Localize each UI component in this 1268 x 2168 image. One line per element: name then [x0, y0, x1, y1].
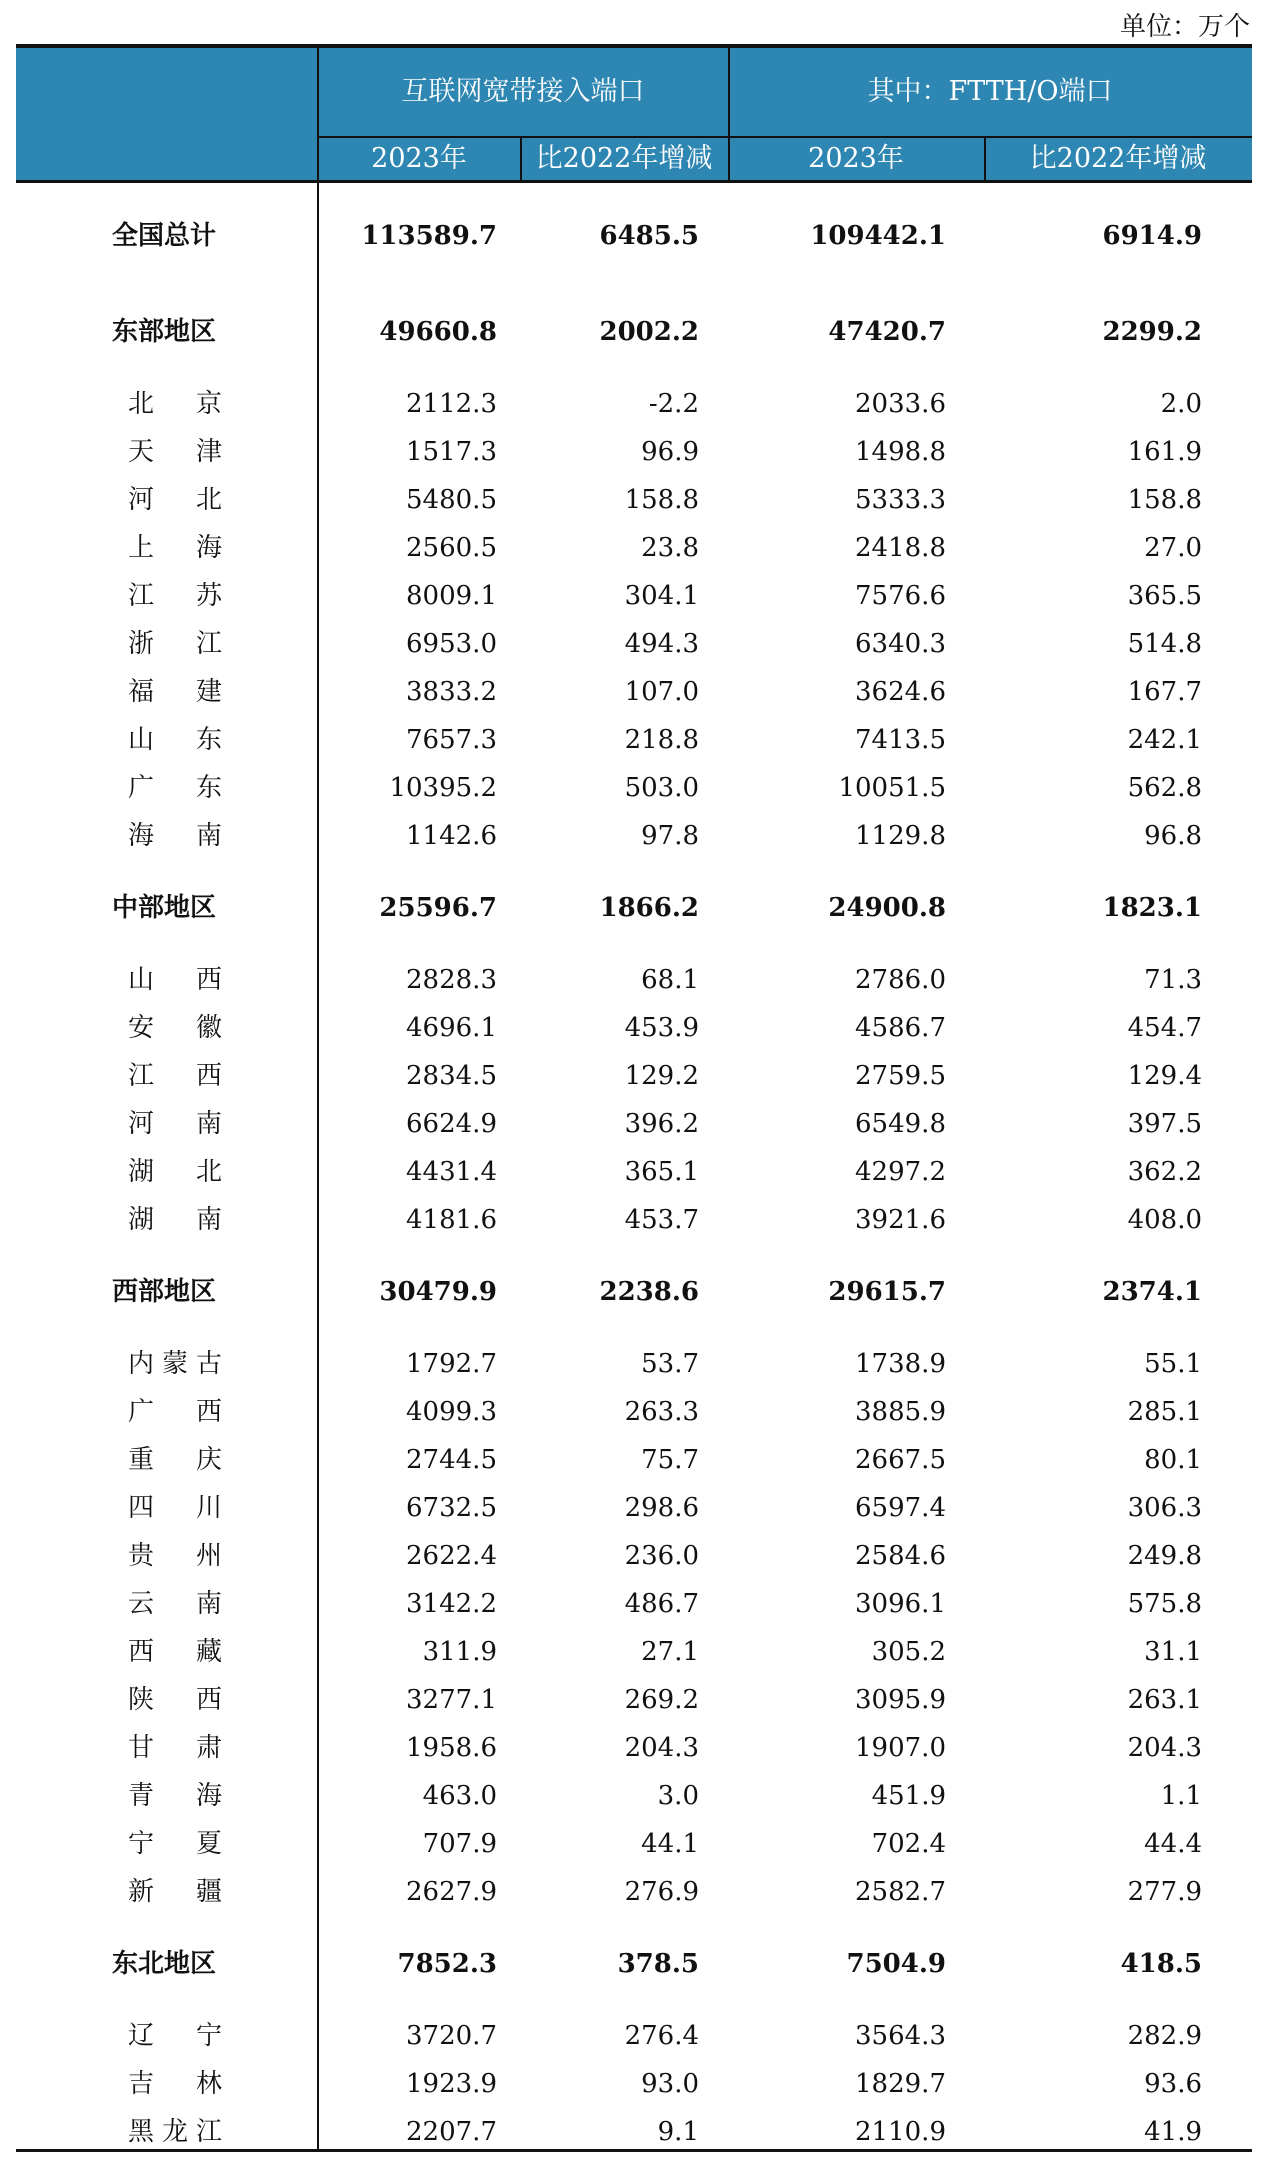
- ftth-2023-value: 29615.7: [828, 1277, 946, 1307]
- ftth-change-value: 362.2: [1127, 1157, 1202, 1187]
- ftth-2023-value: 3885.9: [855, 1397, 946, 1427]
- ftth-change-value: 44.4: [1144, 1829, 1202, 1859]
- table-row-province: [16, 960, 1252, 1000]
- table-row-region: [16, 1944, 1252, 1984]
- broadband-2023-value: 6624.9: [406, 1109, 497, 1139]
- broadband-2023-value: 4181.6: [406, 1205, 497, 1235]
- ftth-change-value: 1823.1: [1102, 893, 1202, 923]
- ftth-change-value: 285.1: [1127, 1397, 1202, 1427]
- row-name: 新疆: [128, 1877, 222, 1907]
- row-name: 中部地区: [112, 893, 217, 923]
- broadband-2023-value: 2744.5: [406, 1445, 497, 1475]
- row-name: 吉林: [128, 2069, 222, 2099]
- row-name: 云南: [128, 1589, 222, 1619]
- ftth-change-value: 418.5: [1120, 1949, 1202, 1979]
- table-row-province: [16, 432, 1252, 472]
- unit-label: 单位：万个: [1119, 12, 1250, 42]
- ftth-change-value: 1.1: [1160, 1781, 1202, 1811]
- broadband-change-value: 2238.6: [599, 1277, 699, 1307]
- broadband-2023-value: 2828.3: [406, 965, 497, 995]
- row-name: 湖北: [128, 1157, 222, 1187]
- broadband-change-value: 27.1: [641, 1637, 699, 1667]
- broadband-change-value: 158.8: [624, 485, 699, 515]
- table-row-province: [16, 1056, 1252, 1096]
- broadband-2023-value: 463.0: [422, 1781, 497, 1811]
- broadband-2023-value: 113589.7: [361, 221, 497, 251]
- row-name: 广东: [128, 773, 222, 803]
- broadband-2023-value: 3277.1: [406, 1685, 497, 1715]
- ftth-change-value: 575.8: [1127, 1589, 1202, 1619]
- ftth-2023-value: 4586.7: [855, 1013, 946, 1043]
- table-row-province: [16, 576, 1252, 616]
- row-name: 全国总计: [112, 221, 217, 251]
- ftth-change-value: 2374.1: [1102, 1277, 1202, 1307]
- ftth-change-value: 55.1: [1144, 1349, 1202, 1379]
- ftth-2023-value: 2584.6: [855, 1541, 946, 1571]
- header-divider: [728, 48, 730, 180]
- ftth-change-value: 263.1: [1127, 1685, 1202, 1715]
- broadband-2023-value: 25596.7: [379, 893, 497, 923]
- ftth-2023-value: 7576.6: [855, 581, 946, 611]
- header-group-broadband-ports: 互联网宽带接入端口: [401, 76, 645, 107]
- table-row-province: [16, 1584, 1252, 1624]
- ftth-2023-value: 1829.7: [855, 2069, 946, 2099]
- table-row-region: [16, 888, 1252, 928]
- broadband-2023-value: 1792.7: [406, 1349, 497, 1379]
- ftth-2023-value: 2667.5: [855, 1445, 946, 1475]
- table-row-province: [16, 1872, 1252, 1912]
- broadband-2023-value: 4099.3: [406, 1397, 497, 1427]
- broadband-2023-value: 49660.8: [379, 317, 497, 347]
- broadband-2023-value: 2112.3: [406, 389, 497, 419]
- ftth-change-value: 96.8: [1144, 821, 1202, 851]
- broadband-change-value: 68.1: [641, 965, 699, 995]
- row-name: 广西: [128, 1397, 222, 1427]
- row-name: 湖南: [128, 1205, 222, 1235]
- broadband-2023-value: 2207.7: [406, 2117, 497, 2147]
- ftth-2023-value: 7504.9: [846, 1949, 946, 1979]
- header-divider: [317, 48, 319, 180]
- broadband-change-value: 6485.5: [599, 221, 699, 251]
- broadband-2023-value: 3142.2: [406, 1589, 497, 1619]
- broadband-change-value: 2002.2: [599, 317, 699, 347]
- broadband-change-value: 494.3: [624, 629, 699, 659]
- table-row-province: [16, 1776, 1252, 1816]
- broadband-change-value: 3.0: [657, 1781, 699, 1811]
- ftth-2023-value: 1498.8: [855, 437, 946, 467]
- broadband-2023-value: 7657.3: [406, 725, 497, 755]
- ftth-2023-value: 1129.8: [855, 821, 946, 851]
- ftth-change-value: 6914.9: [1102, 221, 1202, 251]
- ftth-change-value: 242.1: [1127, 725, 1202, 755]
- table-row-region: [16, 1272, 1252, 1312]
- broadband-2023-value: 6732.5: [406, 1493, 497, 1523]
- table-body: [16, 183, 1252, 2152]
- table-row-total: [16, 216, 1252, 256]
- ftth-change-value: 27.0: [1144, 533, 1202, 563]
- broadband-2023-value: 4431.4: [406, 1157, 497, 1187]
- table-row-province: [16, 1824, 1252, 1864]
- broadband-change-value: 236.0: [624, 1541, 699, 1571]
- broadband-2023-value: 1517.3: [406, 437, 497, 467]
- row-name: 四川: [128, 1493, 222, 1523]
- broadband-change-value: 453.9: [624, 1013, 699, 1043]
- row-name: 贵州: [128, 1541, 222, 1571]
- broadband-2023-value: 1142.6: [406, 821, 497, 851]
- ftth-change-value: 249.8: [1127, 1541, 1202, 1571]
- table-row-province: [16, 480, 1252, 520]
- ftth-change-value: 408.0: [1127, 1205, 1202, 1235]
- ftth-2023-value: 2582.7: [855, 1877, 946, 1907]
- table-row-province: [16, 1344, 1252, 1384]
- row-name: 重庆: [128, 1445, 222, 1475]
- table-row-province: [16, 624, 1252, 664]
- broadband-2023-value: 311.9: [422, 1637, 497, 1667]
- row-name: 北京: [128, 389, 222, 419]
- table-header: [16, 44, 1252, 183]
- table-row-province: [16, 1680, 1252, 1720]
- table-row-province: [16, 384, 1252, 424]
- row-name: 西部地区: [112, 1277, 217, 1307]
- ftth-2023-value: 109442.1: [810, 221, 946, 251]
- row-name: 安徽: [128, 1013, 222, 1043]
- header-group-ftth-ports: 其中：FTTH/O端口: [867, 76, 1113, 107]
- ftth-2023-value: 2759.5: [855, 1061, 946, 1091]
- ftth-change-value: 41.9: [1144, 2117, 1202, 2147]
- ftth-2023-value: 3096.1: [855, 1589, 946, 1619]
- data-table: [16, 44, 1252, 2152]
- ftth-2023-value: 7413.5: [855, 725, 946, 755]
- row-name: 宁夏: [128, 1829, 222, 1859]
- ftth-change-value: 397.5: [1127, 1109, 1202, 1139]
- table-row-province: [16, 672, 1252, 712]
- ftth-2023-value: 6549.8: [855, 1109, 946, 1139]
- ftth-2023-value: 3564.3: [855, 2021, 946, 2051]
- broadband-2023-value: 2627.9: [406, 1877, 497, 1907]
- row-name: 陕西: [128, 1685, 222, 1715]
- ftth-change-value: 161.9: [1127, 437, 1202, 467]
- broadband-change-value: 9.1: [657, 2117, 699, 2147]
- ftth-2023-value: 3624.6: [855, 677, 946, 707]
- ftth-2023-value: 47420.7: [828, 317, 946, 347]
- broadband-change-value: 96.9: [641, 437, 699, 467]
- broadband-change-value: 276.9: [624, 1877, 699, 1907]
- broadband-change-value: 263.3: [624, 1397, 699, 1427]
- ftth-2023-value: 2033.6: [855, 389, 946, 419]
- ftth-2023-value: 2418.8: [855, 533, 946, 563]
- ftth-change-value: 2299.2: [1102, 317, 1202, 347]
- ftth-2023-value: 24900.8: [828, 893, 946, 923]
- ftth-2023-value: 702.4: [871, 1829, 946, 1859]
- row-name: 山西: [128, 965, 222, 995]
- row-name: 青海: [128, 1781, 222, 1811]
- row-name: 江西: [128, 1061, 222, 1091]
- broadband-change-value: 304.1: [624, 581, 699, 611]
- header-ftth-2023: 2023年: [808, 143, 904, 174]
- table-row-province: [16, 1008, 1252, 1048]
- broadband-change-value: 276.4: [624, 2021, 699, 2051]
- row-name: 河北: [128, 485, 222, 515]
- broadband-2023-value: 30479.9: [379, 1277, 497, 1307]
- table-row-province: [16, 1200, 1252, 1240]
- ftth-2023-value: 5333.3: [855, 485, 946, 515]
- broadband-change-value: 93.0: [641, 2069, 699, 2099]
- broadband-change-value: 453.7: [624, 1205, 699, 1235]
- header-divider: [318, 136, 1252, 138]
- table-row-province: [16, 816, 1252, 856]
- broadband-change-value: 97.8: [641, 821, 699, 851]
- broadband-2023-value: 3720.7: [406, 2021, 497, 2051]
- ftth-2023-value: 10051.5: [838, 773, 946, 803]
- table-row-province: [16, 1488, 1252, 1528]
- row-name: 河南: [128, 1109, 222, 1139]
- ftth-2023-value: 6597.4: [855, 1493, 946, 1523]
- row-name: 天津: [128, 437, 222, 467]
- table-row-province: [16, 1440, 1252, 1480]
- ftth-change-value: 31.1: [1144, 1637, 1202, 1667]
- ftth-change-value: 454.7: [1127, 1013, 1202, 1043]
- row-name: 上海: [128, 533, 222, 563]
- table-row-province: [16, 2064, 1252, 2104]
- row-name: 海南: [128, 821, 222, 851]
- table-row-province: [16, 2016, 1252, 2056]
- row-name: 辽宁: [128, 2021, 222, 2051]
- ftth-change-value: 282.9: [1127, 2021, 1202, 2051]
- ftth-change-value: 204.3: [1127, 1733, 1202, 1763]
- table-row-province: [16, 720, 1252, 760]
- broadband-change-value: 23.8: [641, 533, 699, 563]
- broadband-change-value: 378.5: [617, 1949, 699, 1979]
- table-row-province: [16, 1728, 1252, 1768]
- ftth-2023-value: 3921.6: [855, 1205, 946, 1235]
- broadband-change-value: 486.7: [624, 1589, 699, 1619]
- broadband-change-value: 269.2: [624, 1685, 699, 1715]
- row-name: 山东: [128, 725, 222, 755]
- broadband-change-value: 365.1: [624, 1157, 699, 1187]
- row-name: 内蒙古: [128, 1349, 222, 1379]
- broadband-change-value: -2.2: [648, 389, 699, 419]
- broadband-change-value: 75.7: [641, 1445, 699, 1475]
- broadband-2023-value: 8009.1: [406, 581, 497, 611]
- table-row-region: [16, 312, 1252, 352]
- ftth-2023-value: 2110.9: [855, 2117, 946, 2147]
- row-name: 西藏: [128, 1637, 222, 1667]
- broadband-change-value: 107.0: [624, 677, 699, 707]
- table-row-province: [16, 768, 1252, 808]
- table-row-province: [16, 1392, 1252, 1432]
- ftth-2023-value: 305.2: [871, 1637, 946, 1667]
- broadband-2023-value: 707.9: [422, 1829, 497, 1859]
- broadband-2023-value: 3833.2: [406, 677, 497, 707]
- broadband-2023-value: 6953.0: [406, 629, 497, 659]
- row-name: 江苏: [128, 581, 222, 611]
- ftth-2023-value: 1907.0: [855, 1733, 946, 1763]
- broadband-change-value: 1866.2: [599, 893, 699, 923]
- broadband-2023-value: 4696.1: [406, 1013, 497, 1043]
- table-row-province: [16, 1152, 1252, 1192]
- ftth-change-value: 514.8: [1127, 629, 1202, 659]
- broadband-change-value: 396.2: [624, 1109, 699, 1139]
- table-row-province: [16, 1536, 1252, 1576]
- ftth-2023-value: 4297.2: [855, 1157, 946, 1187]
- broadband-2023-value: 1923.9: [406, 2069, 497, 2099]
- header-ftth-change: 比2022年增减: [1029, 143, 1207, 174]
- broadband-2023-value: 2560.5: [406, 533, 497, 563]
- broadband-change-value: 218.8: [624, 725, 699, 755]
- ftth-change-value: 129.4: [1127, 1061, 1202, 1091]
- ftth-2023-value: 6340.3: [855, 629, 946, 659]
- broadband-2023-value: 5480.5: [406, 485, 497, 515]
- table-row-province: [16, 2112, 1252, 2152]
- header-broadband-2023: 2023年: [371, 143, 467, 174]
- ftth-change-value: 277.9: [1127, 1877, 1202, 1907]
- broadband-change-value: 503.0: [624, 773, 699, 803]
- broadband-2023-value: 2622.4: [406, 1541, 497, 1571]
- header-divider: [984, 137, 986, 180]
- ftth-change-value: 167.7: [1127, 677, 1202, 707]
- row-name: 黑龙江: [128, 2117, 222, 2147]
- row-name: 东部地区: [112, 317, 217, 347]
- header-divider: [520, 137, 522, 180]
- ftth-2023-value: 2786.0: [855, 965, 946, 995]
- row-name: 浙江: [128, 629, 222, 659]
- broadband-2023-value: 7852.3: [397, 1949, 497, 1979]
- ftth-change-value: 562.8: [1127, 773, 1202, 803]
- ftth-change-value: 158.8: [1127, 485, 1202, 515]
- table-bottom-rule: [16, 2149, 1252, 2152]
- table-row-province: [16, 1632, 1252, 1672]
- ftth-change-value: 306.3: [1127, 1493, 1202, 1523]
- ftth-2023-value: 451.9: [871, 1781, 946, 1811]
- row-name: 甘肃: [128, 1733, 222, 1763]
- broadband-change-value: 53.7: [641, 1349, 699, 1379]
- ftth-change-value: 71.3: [1144, 965, 1202, 995]
- broadband-change-value: 44.1: [641, 1829, 699, 1859]
- broadband-2023-value: 10395.2: [389, 773, 497, 803]
- ftth-change-value: 80.1: [1144, 1445, 1202, 1475]
- header-broadband-change: 比2022年增减: [535, 143, 713, 174]
- ftth-change-value: 365.5: [1127, 581, 1202, 611]
- ftth-2023-value: 3095.9: [855, 1685, 946, 1715]
- ftth-change-value: 2.0: [1160, 389, 1202, 419]
- broadband-2023-value: 1958.6: [406, 1733, 497, 1763]
- table-row-province: [16, 528, 1252, 568]
- broadband-change-value: 298.6: [624, 1493, 699, 1523]
- ftth-change-value: 93.6: [1144, 2069, 1202, 2099]
- broadband-2023-value: 2834.5: [406, 1061, 497, 1091]
- broadband-change-value: 204.3: [624, 1733, 699, 1763]
- table-row-province: [16, 1104, 1252, 1144]
- broadband-change-value: 129.2: [624, 1061, 699, 1091]
- row-name: 福建: [128, 677, 222, 707]
- row-name: 东北地区: [112, 1949, 217, 1979]
- ftth-2023-value: 1738.9: [855, 1349, 946, 1379]
